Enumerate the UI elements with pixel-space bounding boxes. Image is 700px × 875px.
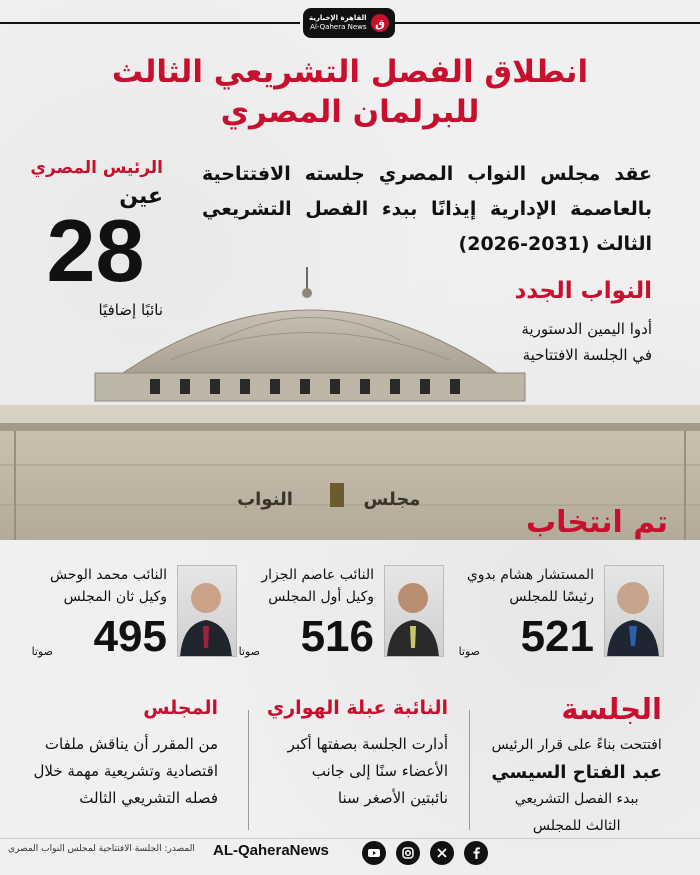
elected-person-speaker [449, 565, 664, 665]
title-line-2: للبرلمان المصري [220, 94, 480, 130]
new-deputies-line-2: في الجلسة الافتتاحية [522, 346, 652, 364]
eagle-emblem-icon [330, 483, 344, 507]
new-deputies-text [412, 316, 652, 368]
abla-line-2: الأعضاء سنًا إلى جانب [311, 762, 448, 780]
stat-verb: عين [119, 184, 163, 209]
logo-arabic: القاهرة الإخبارية [309, 14, 367, 22]
new-deputies-heading: النواب الجدد [514, 278, 652, 304]
title-line-1: انطلاق الفصل التشريعي الثالث [111, 54, 589, 90]
council-line-3: فصله التشريعي الثالث [79, 789, 218, 807]
session-president-name: عبد الفتاح السيسي [491, 762, 662, 783]
council-heading: المجلس [143, 697, 218, 719]
person-role: وكيل ثان المجلس [63, 589, 167, 605]
logo-text [309, 15, 367, 31]
council-block [8, 697, 218, 812]
council-line-2: اقتصادية وتشريعية مهمة خلال [33, 762, 218, 780]
session-line-2: ببدء الفصل التشريعي [514, 791, 639, 807]
session-line-3: الثالث للمجلس [532, 818, 621, 834]
council-text [8, 731, 218, 812]
votes-unit: صوتا [238, 645, 260, 658]
brand-handle: AL-QaheraNews [213, 842, 329, 859]
sign-word-right: النواب [237, 489, 293, 510]
column-divider [248, 710, 249, 830]
abla-heading: النائبة عبلة الهواري [266, 697, 448, 719]
elected-person-second-deputy [22, 565, 237, 665]
header-rule-right [394, 22, 700, 24]
source-note: المصدر: الجلسة الافتتاحية لمجلس النواب المصري [8, 844, 195, 854]
session-heading: الجلسة [561, 692, 662, 726]
abla-line-3: نائبتين الأصغر سنا [337, 789, 448, 807]
x-icon[interactable] [430, 841, 454, 865]
session-line-1: افتتحت بناءً على قرار الرئيس [491, 737, 662, 753]
person-votes: 516 [300, 612, 374, 661]
session-block [491, 692, 662, 840]
elected-heading: تم انتخاب [525, 505, 668, 540]
person-votes: 495 [93, 612, 167, 661]
intro-paragraph: عقد مجلس النواب المصري جلسته الافتتاحية بالعاصمة الإدارية إيذانًا ببدء الفصل التشريعي الثالث (2031-2026) [202, 163, 652, 255]
portrait-image [177, 565, 237, 657]
votes-unit: صوتا [31, 645, 53, 658]
stat-number: 28 [46, 201, 145, 300]
youtube-icon[interactable] [362, 841, 386, 865]
council-line-1: من المقرر أن يناقش ملفات [44, 735, 218, 753]
person-role: رئيسًا للمجلس [509, 589, 594, 605]
person-votes: 521 [520, 612, 594, 661]
stat-unit: نائبًا إضافيًا [98, 301, 163, 319]
abla-block [258, 697, 448, 812]
portrait-image [604, 565, 664, 657]
footer-divider [0, 838, 700, 839]
sign-word-left: مجلس [363, 489, 421, 510]
stat-label: الرئيس المصري [30, 158, 163, 178]
instagram-icon[interactable] [396, 841, 420, 865]
elected-person-first-deputy [229, 565, 444, 665]
person-name: النائب محمد الوحش [49, 567, 167, 583]
logo-mark-icon: ق [371, 14, 389, 32]
new-deputies-line-1: أدوا اليمين الدستورية [521, 320, 652, 338]
logo-english: Al-Qahera News [310, 23, 367, 31]
person-name: المستشار هشام بدوي [466, 567, 594, 583]
portrait-image [384, 565, 444, 657]
person-role: وكيل أول المجلس [268, 589, 374, 605]
new-deputies-block [412, 278, 652, 368]
president-appointments-stat [28, 158, 163, 319]
session-text [491, 732, 662, 840]
person-name: النائب عاصم الجزار [261, 567, 374, 583]
abla-line-1: أدارت الجلسة بصفتها أكبر [287, 735, 448, 753]
abla-text [258, 731, 448, 812]
channel-logo [303, 8, 395, 38]
facebook-icon[interactable] [464, 841, 488, 865]
header-rule-left [0, 22, 300, 24]
page-title [100, 52, 600, 132]
column-divider [469, 710, 470, 830]
votes-unit: صوتا [458, 645, 480, 658]
